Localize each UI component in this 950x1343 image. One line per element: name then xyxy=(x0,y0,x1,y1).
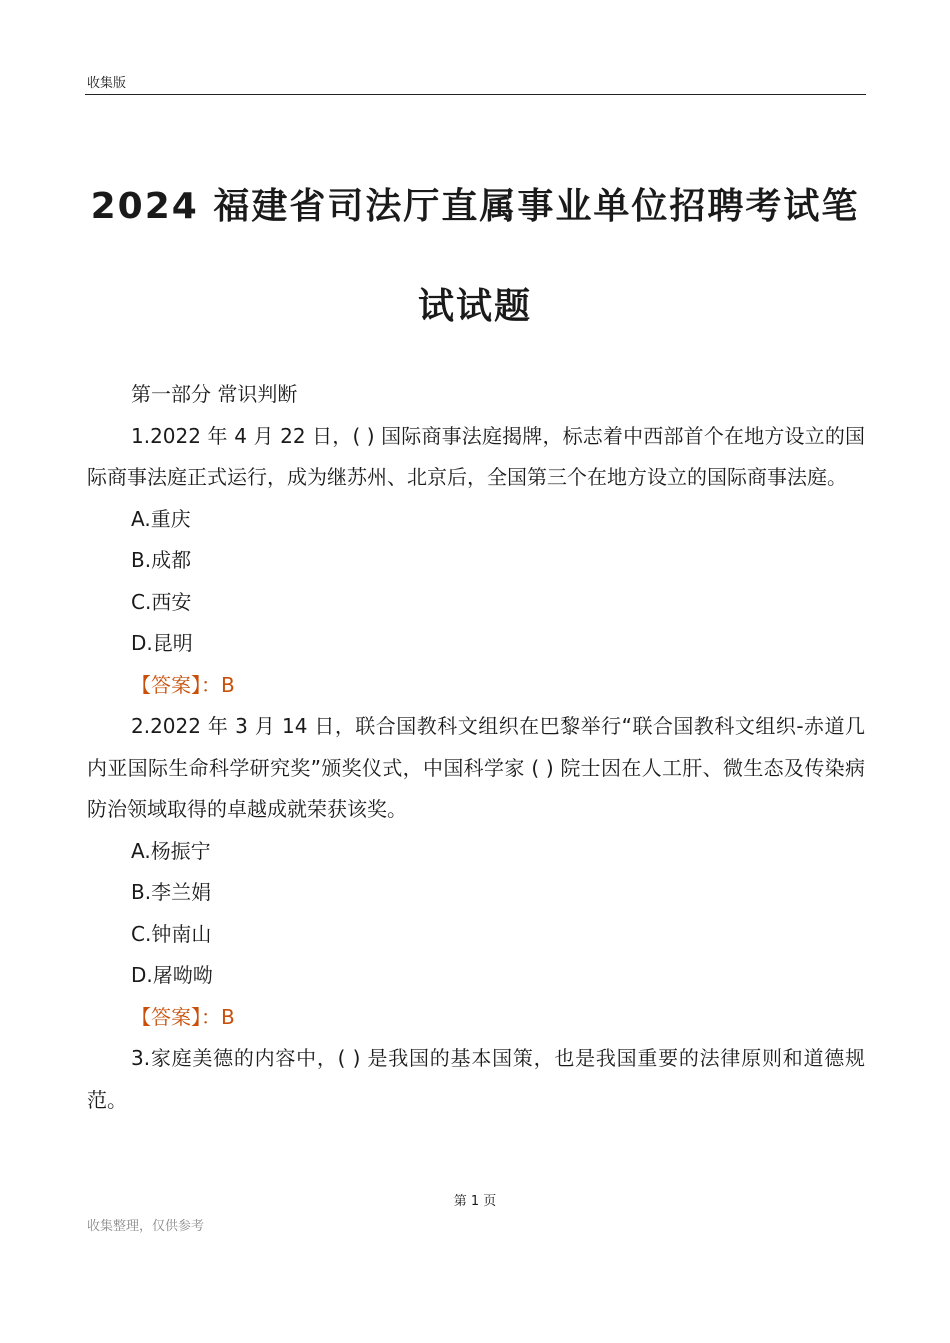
question-1-answer: 【答案】：B xyxy=(131,672,235,697)
header-divider xyxy=(85,94,866,95)
question-2-option-d: D.屠呦呦 xyxy=(131,963,213,987)
question-stem-2: 2.2022 年 3 月 14 日，联合国教科文组织在巴黎举行“联合国教科文组织-赤道几内亚国际生命科学研究奖”颁奖仪式，中国科学家 ( ) 院士因在人工肝、微生态及传染病防治领域取得的卓越成就荣获该奖。 xyxy=(87,714,865,821)
question-1-option-b: B.成都 xyxy=(131,548,192,572)
section-heading: 第一部分 常识判断 xyxy=(131,382,298,406)
question-stem-1: 1.2022 年 4 月 22 日，( ) 国际商事法庭揭牌，标志着中西部首个在地方设立的国际商事法庭正式运行，成为继苏州、北京后，全国第三个在地方设立的国际商事法庭。 xyxy=(87,423,865,489)
document-body xyxy=(87,374,865,1121)
question-1-option-a: A.重庆 xyxy=(131,506,191,531)
question-2-option-c: C.钟南山 xyxy=(131,921,212,946)
question-1-option-c: C.西安 xyxy=(131,589,192,614)
page-number: 第 1 页 xyxy=(453,1194,497,1209)
question-2-option-b: B.李兰娟 xyxy=(131,880,212,904)
question-2-option-a: A.杨振宁 xyxy=(131,838,211,863)
document-title-line-1: 2024 福建省司法厅直属事业单位招聘考试笔 xyxy=(90,186,860,227)
question-2-answer: 【答案】：B xyxy=(131,1004,235,1029)
header-label: 收集版 xyxy=(87,76,127,91)
document-title-line-2: 试试题 xyxy=(417,286,532,327)
question-stem-3: 3.家庭美德的内容中，( ) 是我国的基本国策，也是我国重要的法律原则和道德规范。 xyxy=(87,1046,865,1112)
footer-note: 收集整理，仅供参考 xyxy=(87,1219,205,1234)
question-1-option-d: D.昆明 xyxy=(131,631,193,655)
